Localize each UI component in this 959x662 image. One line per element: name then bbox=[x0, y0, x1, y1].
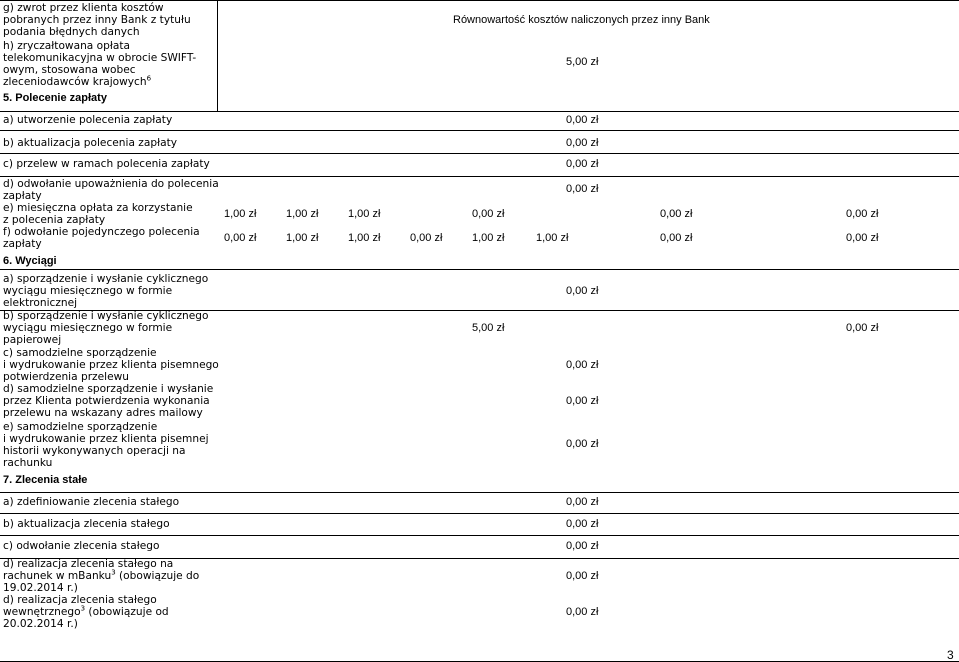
row-divider bbox=[0, 513, 959, 514]
row-value: 0,00 zł bbox=[566, 606, 599, 618]
label-line: podania błędnych danych bbox=[3, 26, 140, 38]
row-label: potwierdzenia przelewu bbox=[3, 371, 129, 383]
row-value: 0,00 zł bbox=[846, 322, 879, 334]
row-divider bbox=[0, 269, 959, 270]
row-label: b) sporządzenie i wysłanie cyklicznego bbox=[3, 310, 209, 322]
row-label: przelewu na wskazany adres mailowy bbox=[3, 407, 203, 419]
section-title: 7. Zlecenia stałe bbox=[3, 474, 88, 486]
header-value: 5,00 zł bbox=[566, 56, 599, 68]
header-title: Równowartość kosztów naliczonych przez inny Bank bbox=[453, 14, 710, 26]
row-label: wyciągu miesięcznego w formie bbox=[3, 322, 173, 334]
row-label: b) aktualizacja polecenia zapłaty bbox=[3, 137, 178, 149]
label-line: h) zryczałtowana opłata bbox=[3, 40, 131, 52]
row-label: c) przelew w ramach polecenia zapłaty bbox=[3, 158, 210, 170]
row-label: wewnętrznego$^3$ (obowiązuje od bbox=[3, 604, 169, 618]
row-divider bbox=[0, 535, 959, 536]
row-label: c) odwołanie zlecenia stałego bbox=[3, 540, 160, 552]
row-divider bbox=[0, 492, 959, 493]
row-value: 1,00 zł bbox=[224, 208, 257, 220]
row-label: papierowej bbox=[3, 334, 62, 346]
row-value: 1,00 zł bbox=[348, 232, 381, 244]
row-divider bbox=[0, 176, 959, 177]
section-title: 5. Polecenie zapłaty bbox=[3, 92, 107, 104]
footnote-ref: 3 bbox=[111, 568, 116, 577]
row-value: 1,00 zł bbox=[286, 208, 319, 220]
row-label: 20.02.2014 r.) bbox=[3, 618, 78, 630]
row-label: e) miesięczna opłata za korzystanie bbox=[3, 202, 193, 214]
row-label: a) utworzenie polecenia zapłaty bbox=[3, 114, 173, 126]
row-label: zapłaty bbox=[3, 238, 42, 250]
row-label: e) samodzielne sporządzenie bbox=[3, 421, 158, 433]
row-value: 0,00 zł bbox=[566, 183, 599, 195]
row-value: 0,00 zł bbox=[566, 137, 599, 149]
section-title: 6. Wyciągi bbox=[3, 255, 57, 267]
row-divider bbox=[0, 0, 959, 1]
row-label: rachunek w mBanku$^3$ (obowiązuje do bbox=[3, 568, 200, 582]
row-value: 0,00 zł bbox=[566, 114, 599, 126]
row-value: 0,00 zł bbox=[566, 158, 599, 170]
row-value: 0,00 zł bbox=[566, 359, 599, 371]
row-label: i wydrukowanie przez klienta pisemnego bbox=[3, 359, 219, 371]
row-label: a) zdefiniowanie zlecenia stałego bbox=[3, 496, 180, 508]
row-value: 0,00 zł bbox=[846, 232, 879, 244]
row-label: zapłaty bbox=[3, 190, 42, 202]
footnote-ref: 6 bbox=[146, 74, 152, 83]
row-value: 0,00 zł bbox=[566, 540, 599, 552]
row-divider bbox=[0, 153, 959, 154]
row-label: d) realizacja zlecenia stałego na bbox=[3, 558, 174, 570]
row-label: a) sporządzenie i wysłanie cyklicznego bbox=[3, 273, 209, 285]
row-value: 0,00 zł bbox=[660, 208, 693, 220]
row-value: 0,00 zł bbox=[224, 232, 257, 244]
row-value: 0,00 zł bbox=[566, 395, 599, 407]
row-value: 0,00 zł bbox=[566, 496, 599, 508]
row-label: przez Klienta potwierdzenia wykonania bbox=[3, 395, 210, 407]
row-label: d) realizacja zlecenia stałego bbox=[3, 594, 157, 606]
label-line: owym, stosowana wobec bbox=[3, 64, 136, 76]
row-value: 0,00 zł bbox=[566, 518, 599, 530]
row-label: i wydrukowanie przez klienta pisemnej bbox=[3, 433, 209, 445]
row-value: 0,00 zł bbox=[566, 438, 599, 450]
page-number: 3 bbox=[947, 648, 954, 662]
row-value: 0,00 zł bbox=[660, 232, 693, 244]
row-value: 0,00 zł bbox=[846, 208, 879, 220]
row-label: historii wykonywanych operacji na bbox=[3, 445, 186, 457]
row-label: b) aktualizacja zlecenia stałego bbox=[3, 518, 170, 530]
row-value: 0,00 zł bbox=[566, 570, 599, 582]
row-value: 1,00 zł bbox=[472, 232, 505, 244]
row-label: wyciągu miesięcznego w formie bbox=[3, 285, 173, 297]
row-label: 19.02.2014 r.) bbox=[3, 582, 78, 594]
row-label: f) odwołanie pojedynczego polecenia bbox=[3, 226, 200, 238]
label-line: g) zwrot przez klienta kosztów bbox=[3, 2, 164, 14]
label-line: telekomunikacyjna w obrocie SWIFT- bbox=[3, 52, 197, 64]
row-label: c) samodzielne sporządzenie bbox=[3, 347, 157, 359]
row-value: 0,00 zł bbox=[410, 232, 443, 244]
label-line: pobranych przez inny Bank z tytułu bbox=[3, 14, 191, 26]
row-value: 5,00 zł bbox=[472, 322, 505, 334]
row-value: 1,00 zł bbox=[536, 232, 569, 244]
vertical-divider bbox=[217, 0, 218, 112]
row-value: 1,00 zł bbox=[286, 232, 319, 244]
footnote-ref: 3 bbox=[80, 604, 86, 613]
row-label: d) samodzielne sporządzenie i wysłanie bbox=[3, 383, 214, 395]
row-label: z polecenia zapłaty bbox=[3, 214, 106, 226]
row-label: d) odwołanie upoważnienia do polecenia bbox=[3, 178, 219, 190]
row-value: 1,00 zł bbox=[348, 208, 381, 220]
row-divider bbox=[0, 130, 959, 131]
row-label: rachunku bbox=[3, 457, 53, 469]
label-line: zleceniodawców krajowych$^6$ bbox=[3, 74, 152, 88]
row-label: elektronicznej bbox=[3, 297, 78, 309]
row-divider bbox=[0, 111, 959, 112]
row-value: 0,00 zł bbox=[472, 208, 505, 220]
row-value: 0,00 zł bbox=[566, 285, 599, 297]
